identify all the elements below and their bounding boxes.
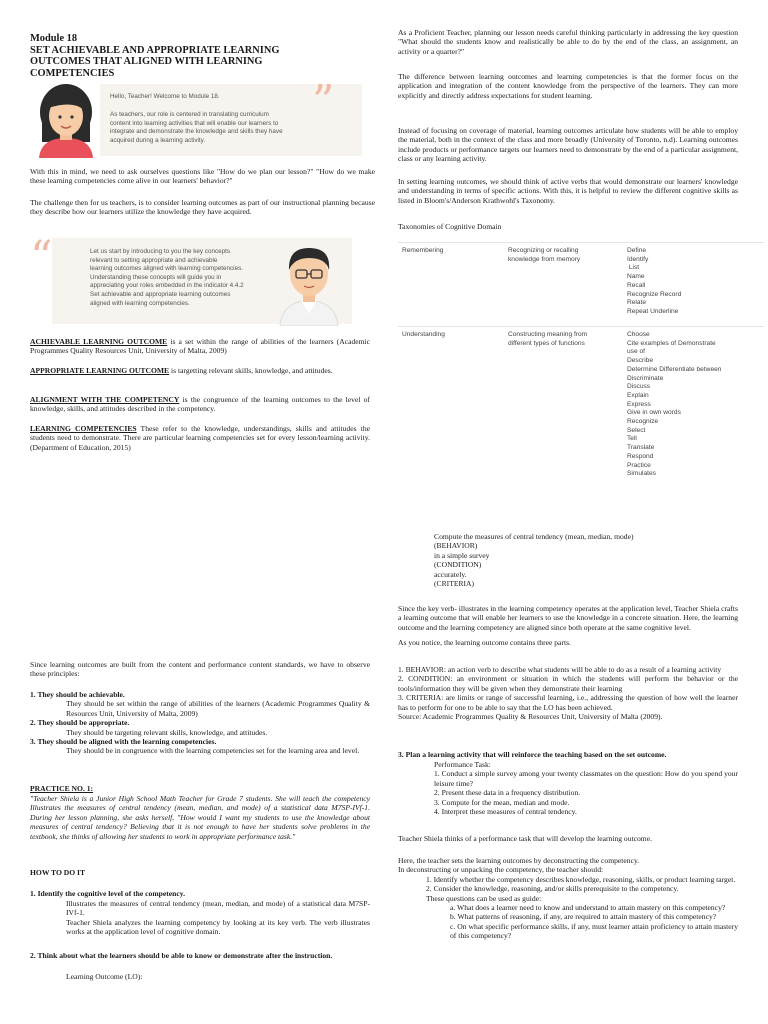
- learning-outcome-label: Learning Outcome (LO):: [66, 972, 143, 981]
- lo-line-3: accurately.: [434, 569, 467, 579]
- guide-questions-label: These questions can be used as guide:: [426, 893, 542, 903]
- practice-heading: PRACTICE NO. 1:: [30, 784, 94, 793]
- step-1-analysis: Teacher Shiela analyzes the learning competency by looking at its key verb. The verb illustrates works at the application level of cognitive domain.: [66, 918, 370, 937]
- module-number: Module 18: [30, 33, 78, 44]
- taxonomy-table: [398, 236, 764, 498]
- part-behavior: 1. BEHAVIOR: an action verb to describe what students will be able to do as a result of a learning activity: [398, 665, 722, 674]
- deconstruct-block: [398, 856, 738, 941]
- deconstruct-step-2: 2. Consider the knowledge, reasoning, and/or skills prerequisite to the competency.: [426, 884, 679, 894]
- lo-line-1: Compute the measures of central tendency (mean, median, mode): [434, 532, 634, 541]
- teacher-intro: Let us start by introducing to you the key concepts relevant to setting appropriate and achievable learning outcomes aligned with learning competencies. Understanding these concepts will guide you in appreciating your roles embedded in the indicator 4.4.2 Set achievable and appropriate learning outcomes aligned with learning competencies.: [90, 248, 244, 307]
- principle-3-body: They should be in congruence with the learning competencies set for the learning area and level.: [66, 746, 360, 756]
- verbs-remembering: Define Identify List Name Recall Recognize Record Relate Repeat Underline: [627, 247, 682, 315]
- guide-question-c: c. On what specific performance skills, if any, must learner attain proficiency to attain mastery of this competency?: [450, 921, 738, 941]
- principles-intro: Since learning outcomes are built from the content and performance content standards, we have to observe these principles:: [30, 660, 370, 679]
- female-teacher-avatar-icon: [33, 78, 99, 158]
- alignment-paragraph: Since the key verb- illustrates in the learning competency operates at the application level, Teacher Shiela crafts a learning outcome that will enable her learners to use the knowledge in a concrete situation. Here, the learning outcome and the learning competency are aligned since both operate at the same cognitive level.: [398, 604, 738, 632]
- principle-2-body: They should be targeting relevant skills, knowledge, and attitudes.: [66, 727, 268, 737]
- deconstruct-intro-2: In deconstructing or unpacking the competency, the teacher should:: [398, 865, 604, 875]
- step-1-competency: Illustrates the measures of central tendency (mean, median, and mode) of a statistical data M7SP-IVf-1.: [66, 899, 370, 918]
- task-item-2: 2. Present these data in a frequency distribution.: [434, 788, 581, 798]
- practice-text: "Teacher Shiela is a Junior High School Math Teacher for Grade 7 students. She will teach the competency Illustrates the measures of central tendency (mean, median, and mode) of a statistical data M7SP-IVf-1. During her lesson planning, she asks herself, "How would I want my students to use the knowledge about measures of central tendency? Believing that it is not enough to have her students solve problems in the textbook, she thinks of allowing her students to work in appropriate performance task.": [30, 794, 370, 841]
- close-quote-icon: ”: [312, 76, 335, 127]
- task-item-1: 1. Conduct a simple survey among your twenty classmates on the question: How do you spend your leisure time?: [434, 769, 738, 788]
- lo-criteria-tag: (CRITERIA): [434, 579, 475, 589]
- open-quote-icon: “: [30, 232, 53, 283]
- male-teacher-avatar-icon: [276, 234, 342, 326]
- module-title-line-1: SET ACHIEVABLE AND APPROPRIATE LEARNING: [30, 44, 280, 56]
- welcome-greeting: Hello, Teacher! Welcome to Module 18.: [110, 93, 220, 100]
- taxonomy-title: Taxonomies of Cognitive Domain: [398, 222, 502, 231]
- right-paragraph-4: In setting learning outcomes, we should think of active verbs that would demonstrate our learners' knowledge and understanding in terms of specific actions. With this, it is helpful to review the different cognitive skills as listed in Bloom's/Anderson Krathwohl's Taxonomy.: [398, 177, 738, 205]
- part-criteria: 3. CRITERIA: are limits or range of successful learning, i.e., addressing the question of how well the learner has to perform for one to be able to say that the LO has been achieved.: [398, 693, 738, 712]
- deconstruct-step-1: 1. Identify whether the competency describes knowledge, reasoning, skills, or product learning target.: [426, 874, 736, 884]
- principle-1-head: 1. They should be achievable.: [30, 690, 125, 699]
- performance-task: [398, 760, 738, 816]
- lo-line-2: in a simple survey: [434, 550, 490, 560]
- module-header: [30, 33, 375, 79]
- part-source: Source: Academic Programmes Quality & Resources Unit, University of Malta (2009).: [398, 712, 663, 722]
- level-remembering: Remembering: [402, 247, 444, 254]
- module-title-line-2: OUTCOMES THAT ALIGNED WITH LEARNING: [30, 56, 263, 68]
- table-rule: [398, 326, 764, 327]
- guide-question-b: b. What patterns of reasoning, if any, are required to attain mastery of this competency?: [450, 912, 717, 922]
- lo-parts-list: [398, 665, 738, 721]
- performance-task-note: Teacher Shiela thinks of a performance task that will develop the learning outcome.: [398, 834, 652, 843]
- lo-condition-tag: (CONDITION): [434, 560, 482, 570]
- how-to-heading: HOW TO DO IT: [30, 868, 86, 877]
- table-rule: [398, 242, 764, 243]
- step-1-heading: 1. Identify the cognitive level of the competency.: [30, 889, 186, 898]
- guide-question-a: a. What does a learner need to know and understand to attain mastery on this competency?: [450, 903, 726, 913]
- intro-paragraph-1: With this in mind, we need to ask ourselves questions like "How do we plan our lesson?" "How do we make these learning competencies come alive in our learners' behavior?": [30, 167, 375, 186]
- three-parts-intro: As you notice, the learning outcome contains three parts.: [398, 638, 571, 647]
- lo-behavior-tag: (BEHAVIOR): [434, 541, 478, 551]
- step-2-heading: 2. Think about what the learners should be able to know or demonstrate after the instruction.: [30, 951, 333, 960]
- task-item-4: 4. Interpret these measures of central tendency.: [434, 807, 577, 817]
- part-condition: 2. CONDITION: an environment or situation in which the students will perform the behavior or the tools/information they will be given when they demonstrate their learning: [398, 674, 738, 693]
- performance-task-label: Performance Task:: [434, 760, 491, 769]
- principle-3-head: 3. They should be aligned with the learning competencies.: [30, 737, 217, 747]
- welcome-intro: As teachers, our role is centered in translating curriculum content into learning activities that will enable our learners to integrate and demonstrate the knowledge and skills they have acquired during a learning activity.: [110, 111, 283, 144]
- right-paragraph-1: As a Proficient Teacher, planning our lesson needs careful thinking particularly in addressing the key question "What should the students know and realistically be able to do by the end of the class, an assignment, an activity or a quarter?": [398, 28, 738, 56]
- learning-outcome-block: [434, 532, 754, 588]
- intro-paragraph-2: The challenge then for us teachers, is to consider learning outcomes as part of our instructional planning because they describe how our learners utilize the knowledge they have acquired.: [30, 198, 375, 217]
- deconstruct-intro-1: Here, the teacher sets the learning outcomes by deconstructing the competency.: [398, 856, 640, 865]
- principle-1-body: They should be set within the range of abilities of the learners (Academic Programmes Quality & Resources Unit, University of Malta, 2009): [66, 699, 370, 718]
- description-remembering: Recognizing or recalling knowledge from memory: [508, 247, 581, 263]
- level-understanding: Understanding: [402, 331, 445, 338]
- task-item-3: 3. Compute for the mean, median and mode.: [434, 797, 570, 807]
- definition-achievable: ACHIEVABLE LEARNING OUTCOME is a set within the range of abilities of the learners (Academic Programmes Quality Resources Unit, University of Malta, 2009): [30, 337, 370, 356]
- module-title-line-3: COMPETENCIES: [30, 67, 115, 79]
- right-paragraph-2: The difference between learning outcomes and learning competencies is that the former focus on the application and integration of the content knowledge from the perspective of the learners. They can more explicitly and directly address expectations for student learning.: [398, 72, 738, 100]
- principle-2-head: 2. They should be appropriate.: [30, 718, 130, 728]
- step-3-heading: 3. Plan a learning activity that will reinforce the teaching based on the set outcome.: [398, 750, 667, 759]
- definition-appropriate: APPROPRIATE LEARNING OUTCOME is targetting relevant skills, knowledge, and attitudes.: [30, 366, 333, 375]
- principles-list: [30, 690, 370, 756]
- description-understanding: Constructing meaning from different types of functions: [508, 331, 588, 347]
- definition-alignment: ALIGNMENT WITH THE COMPETENCY is the congruence of the learning outcomes to the level of knowledge, skills, and attitudes described in the competency.: [30, 395, 370, 414]
- definition-competencies: LEARNING COMPETENCIES These refer to the knowledge, understandings, skills and attitudes the students need to demonstrate. There are particular learning competencies set for every lesson/learning activity. (Department of Education, 2015): [30, 424, 370, 452]
- right-paragraph-3: Instead of focusing on coverage of material, learning outcomes articulate how students will be able to employ the material, both in the context of the class and more broadly (University of Toronto, n.d). Learning outcomes include products or performance targets our learners need to demonstrate by the end of a particular assignment, class or any learning activity.: [398, 126, 738, 164]
- verbs-understanding: Choose Cite examples of Demonstrate use of Describe Determine Differentiate between Discriminate Discuss Explain Express Give in own words Recognize Select Tell Translate Respond Practice Simulates: [627, 331, 722, 478]
